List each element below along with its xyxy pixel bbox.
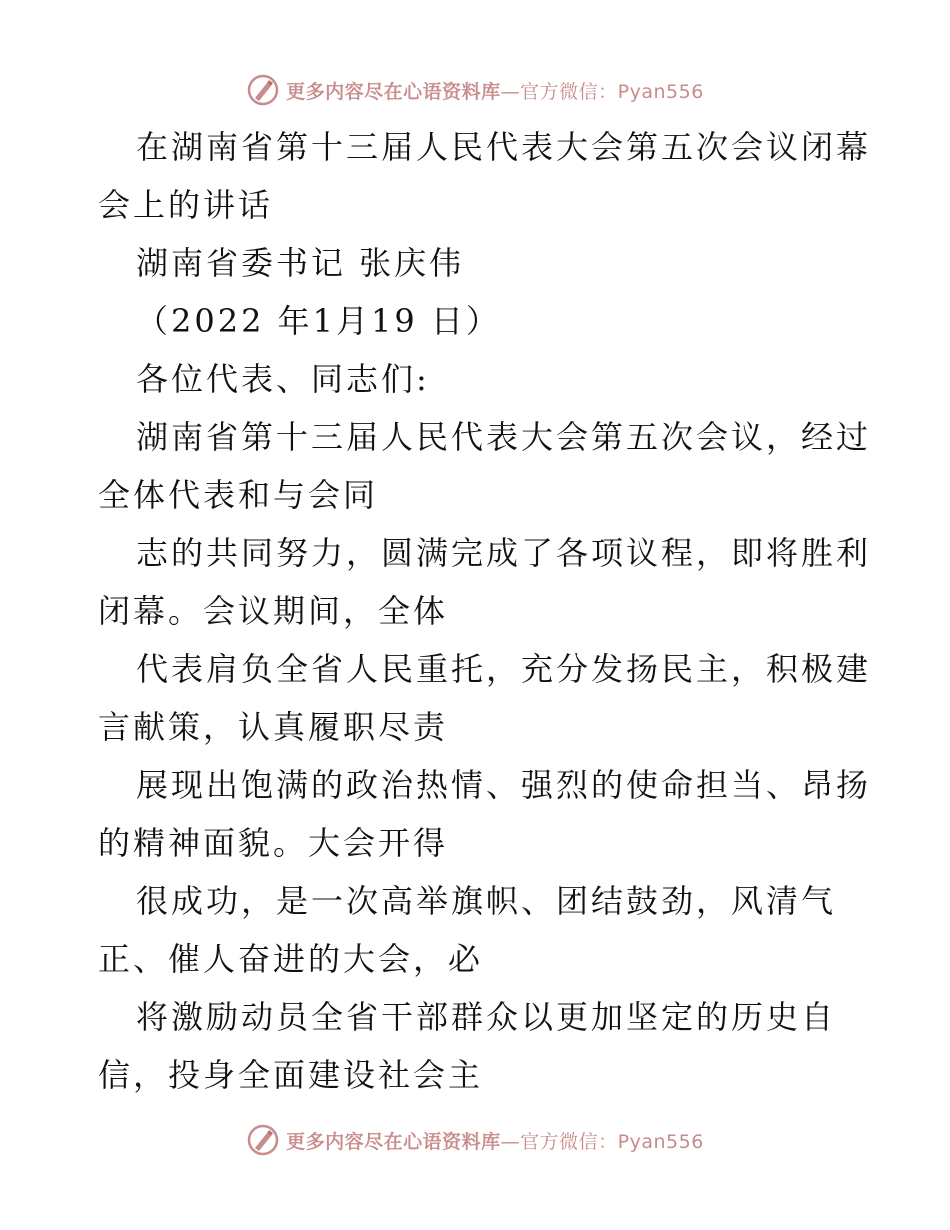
paragraph-line: 湖南省第十三届人民代表大会第五次会议，经过 (136, 418, 872, 456)
watermark-banner-top (0, 70, 950, 110)
paragraph-line: 言献策，认真履职尽责 (98, 708, 449, 746)
watermark-text-main: 更多内容尽在心语资料库 (286, 1130, 501, 1153)
paragraph-line: 全体代表和与会同 (98, 476, 379, 514)
paragraph-line: 代表肩负全省人民重托，充分发扬民主，积极建 (136, 650, 872, 688)
paragraph-line: 信，投身全面建设社会主 (98, 1056, 484, 1094)
paragraph-line: 志的共同努力，圆满完成了各项议程，即将胜利 (136, 534, 872, 572)
document-title-line-2: 会上的讲话 (98, 186, 274, 224)
paragraph-line: 将激励动员全省干部群众以更加坚定的历史自 (136, 998, 837, 1036)
paragraph-line: 正、催人奋进的大会，必 (98, 940, 484, 978)
pen-logo-icon (246, 1123, 280, 1157)
document-salutation: 各位代表、同志们: (136, 360, 430, 398)
document-title-line-1: 在湖南省第十三届人民代表大会第五次会议闭幕 (136, 128, 872, 166)
document-author: 湖南省委书记 张庆伟 (136, 244, 465, 282)
document-date: （2022 年1月19 日） (136, 302, 501, 340)
watermark-wechat: 官方微信：Pyan556 (520, 80, 704, 103)
watermark-text (286, 1127, 704, 1154)
watermark-text (286, 77, 704, 104)
watermark-separator: — (500, 80, 521, 103)
paragraph-line: 闭幕。会议期间，全体 (98, 592, 449, 630)
pen-logo-icon (246, 73, 280, 107)
watermark-banner-bottom (0, 1120, 950, 1160)
watermark-separator: — (500, 1130, 521, 1153)
paragraph-line: 展现出饱满的政治热情、强烈的使命担当、昂扬 (136, 766, 872, 804)
watermark-text-main: 更多内容尽在心语资料库 (286, 80, 501, 103)
paragraph-line: 很成功，是一次高举旗帜、团结鼓劲，风清气 (136, 882, 837, 920)
document-body (98, 118, 872, 1104)
paragraph-line: 的精神面貌。大会开得 (98, 824, 449, 862)
watermark-wechat: 官方微信：Pyan556 (520, 1130, 704, 1153)
